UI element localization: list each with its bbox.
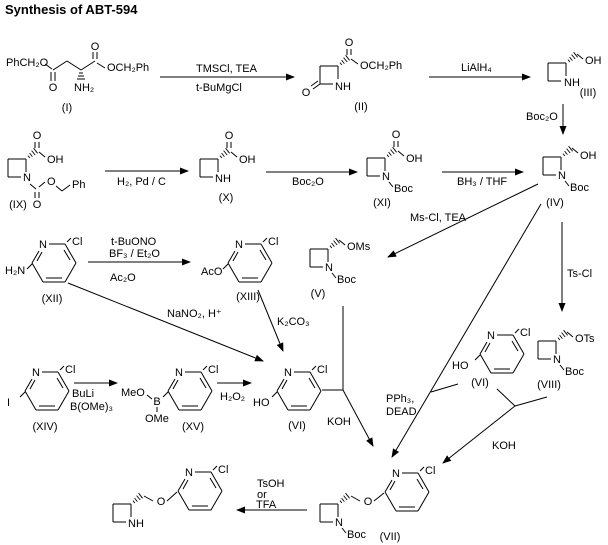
structure-vii — [320, 465, 435, 543]
compound-label-xiv: (XIV) — [32, 421, 58, 433]
compound-label-vi-right: (VI) — [471, 377, 489, 389]
arrow-i-ii — [160, 63, 294, 94]
arrow-line — [68, 283, 263, 361]
atom-label: O — [48, 82, 58, 94]
arrow-ix-x — [105, 171, 188, 188]
reagent-label: Boc₂O — [292, 176, 324, 188]
hash-wedge — [340, 55, 350, 65]
atom-label: MeO — [121, 387, 145, 399]
atom-label: OH — [47, 154, 64, 166]
atom-label: Cl — [317, 364, 328, 376]
hash-wedge — [330, 238, 340, 248]
bond-lines — [27, 238, 76, 282]
atom-label: O — [156, 496, 166, 508]
reagent-label: t-BuONO — [111, 236, 157, 248]
atom-label: Cl — [520, 327, 531, 339]
hash-wedge — [563, 146, 573, 156]
atom-label: Boc — [337, 274, 356, 286]
bond-lines — [223, 238, 272, 282]
compound-label-x: (X) — [218, 192, 234, 204]
reagent-label: TsOH — [257, 478, 285, 490]
structure-ix — [8, 130, 85, 211]
atom-label: OTs — [575, 333, 595, 345]
compound-label-iii: (III) — [579, 87, 597, 99]
compound-label-xii: (XII) — [41, 293, 63, 305]
arrow-xii-xiii — [88, 236, 190, 284]
atom-label: NH — [564, 77, 580, 89]
reagent-label: Boc₂O — [526, 111, 558, 123]
hash-wedge — [387, 147, 397, 157]
atom-label: O — [32, 130, 42, 142]
arrow-line — [443, 406, 515, 463]
atom-label: N — [23, 172, 31, 184]
atom-label: OCH₂Ph — [360, 60, 403, 72]
reagent-label: Ts-Cl — [567, 268, 593, 280]
structure-v — [310, 238, 371, 300]
atom-label: O — [224, 130, 234, 142]
compound-label-ii: (II) — [354, 101, 368, 113]
atom-label: O — [47, 176, 56, 188]
compound-label-i: (I) — [61, 102, 73, 114]
atom-label: OH — [585, 55, 602, 67]
structure-ii — [302, 37, 402, 113]
reagent-label: LiAlH₄ — [461, 62, 492, 74]
compound-label-viii: (VIII) — [537, 379, 561, 391]
compound-label-vi-bottom: (VI) — [288, 420, 306, 432]
atom-label: OCH₂Ph — [107, 62, 150, 74]
atom-label: NH — [128, 518, 144, 530]
compound-label-xv: (XV) — [182, 421, 204, 433]
structure-xv — [121, 364, 218, 433]
atom-label: Cl — [218, 464, 229, 476]
atom-label: OH — [580, 150, 597, 162]
page-title: Synthesis of ABT-594 — [5, 2, 138, 17]
arrow-xi-iv — [442, 172, 523, 188]
arrow-vii-abt — [237, 478, 307, 511]
arrow-viii-vii — [443, 389, 547, 463]
atom-label: N — [487, 330, 495, 342]
structure-vi-right — [452, 327, 530, 389]
atom-label: B — [153, 396, 161, 408]
structure-xi — [367, 129, 423, 209]
atom-label: O — [301, 87, 311, 99]
reagent-label: B(OMe)₃ — [70, 401, 113, 413]
compound-label-vii: (VII) — [379, 531, 401, 543]
reagent-label: TMSCl, TEA — [196, 63, 257, 75]
compound-label-xi: (XI) — [373, 197, 391, 209]
bond-lines — [475, 329, 524, 373]
atom-label: NH₂ — [74, 82, 95, 94]
structure-viii — [537, 330, 595, 391]
structure-x — [200, 130, 256, 204]
reagent-label: H₂, Pd / C — [117, 176, 166, 188]
atom-label: Cl — [72, 236, 83, 248]
atom-label: N — [39, 239, 47, 251]
atom-label: NH — [335, 81, 351, 93]
reagent-label: PPh₃, — [386, 393, 415, 405]
structure-abt-594 — [113, 464, 228, 530]
atom-label: O — [363, 496, 373, 508]
atom-label: O — [32, 199, 42, 211]
hash-wedge — [558, 330, 568, 340]
connector-lines — [497, 389, 547, 406]
bond-lines — [20, 366, 69, 410]
reagent-label: t-BuMgCl — [196, 82, 242, 94]
bond-lines — [45, 52, 105, 81]
structure-xii — [5, 236, 82, 305]
hash-wedge — [340, 493, 350, 503]
atom-label: OH — [406, 153, 423, 165]
reagent-label: DEAD — [386, 406, 417, 418]
atom-label: OMs — [347, 241, 371, 253]
hash-wedge — [28, 148, 38, 158]
atom-label: Ph — [72, 179, 86, 191]
structure-xiv — [7, 364, 75, 433]
compound-label-ix: (IX) — [9, 199, 27, 211]
hash-wedge — [568, 52, 578, 62]
branch-line — [431, 384, 458, 392]
atom-label: OMe — [145, 413, 169, 425]
arrow-xiii-vi — [258, 290, 310, 351]
structure-iii — [548, 52, 602, 99]
bond-lines — [200, 142, 237, 177]
atom-label: N — [175, 367, 183, 379]
bond-lines — [8, 142, 70, 198]
atom-label: N — [382, 171, 390, 183]
atom-label: N — [392, 468, 400, 480]
atom-label: HO — [452, 360, 469, 372]
atom-label: O — [344, 37, 354, 49]
atom-label: Cl — [208, 364, 219, 376]
arrow-x-xi — [266, 172, 357, 188]
bond-lines — [113, 466, 222, 522]
atom-label: Boc — [565, 366, 584, 378]
atom-label: N — [235, 239, 243, 251]
arrow-v-vii — [327, 306, 373, 446]
atom-label: NH — [215, 173, 231, 185]
reagent-label: BH₃ / THF — [457, 176, 508, 188]
arrow-ii-iii — [429, 62, 530, 77]
hash-wedge — [77, 73, 85, 79]
atom-label: OH — [239, 154, 256, 166]
atom-label: N — [325, 262, 333, 274]
structure-i — [6, 41, 149, 114]
reagent-label: BF₃ / Et₂O — [109, 248, 160, 260]
reagent-label: or — [257, 489, 267, 501]
reagent-label: NaNO₂, H⁺ — [167, 308, 222, 320]
atom-label: Cl — [65, 364, 76, 376]
reagent-label: KOH — [327, 416, 351, 428]
atom-label: Boc — [347, 529, 366, 541]
atom-label: N — [284, 367, 292, 379]
compound-label-xiii: (XIII) — [236, 291, 260, 303]
atom-label: AcO — [201, 266, 223, 278]
arrow-xiv-xv — [70, 383, 117, 413]
atom-label: HO — [253, 397, 270, 409]
reagent-label: BuLi — [72, 388, 95, 400]
hash-wedge — [133, 493, 143, 503]
atom-label: N — [558, 170, 566, 182]
arrow-iii-iv — [526, 104, 563, 134]
atom-label: Cl — [268, 236, 279, 248]
atom-label: I — [7, 397, 11, 409]
reagent-label: KOH — [492, 440, 516, 452]
atom-label: O — [90, 41, 100, 53]
hash-wedge — [220, 148, 230, 158]
arrow-line — [392, 204, 541, 457]
arrow-iv-viii — [562, 222, 592, 311]
arrow-xii-vi — [68, 283, 263, 361]
arrow-xv-vi — [217, 383, 251, 403]
structure-xiii — [201, 236, 278, 303]
atom-label: N — [335, 517, 343, 529]
reagent-label: K₂CO₃ — [277, 316, 310, 328]
atom-label: Cl — [425, 465, 436, 477]
reagent-label: TFA — [256, 499, 277, 511]
atom-label: N — [32, 367, 40, 379]
atom-label: N — [185, 467, 193, 479]
compound-label-iv: (IV) — [546, 197, 564, 209]
bond-lines — [272, 366, 343, 410]
compound-label-v: (V) — [310, 288, 326, 300]
atom-label: H₂N — [5, 265, 26, 277]
atom-label: O — [391, 129, 401, 141]
reagent-label: Ac₂O — [110, 272, 136, 284]
atom-label: N — [553, 354, 561, 366]
atom-label: Boc — [570, 182, 589, 194]
atom-label: PhCH₂O — [6, 57, 49, 69]
structure-iv — [543, 146, 597, 209]
atom-label: Boc — [394, 183, 413, 195]
reagent-label: Ms-Cl, TEA — [410, 212, 467, 224]
reagent-label: H₂O₂ — [220, 391, 246, 403]
